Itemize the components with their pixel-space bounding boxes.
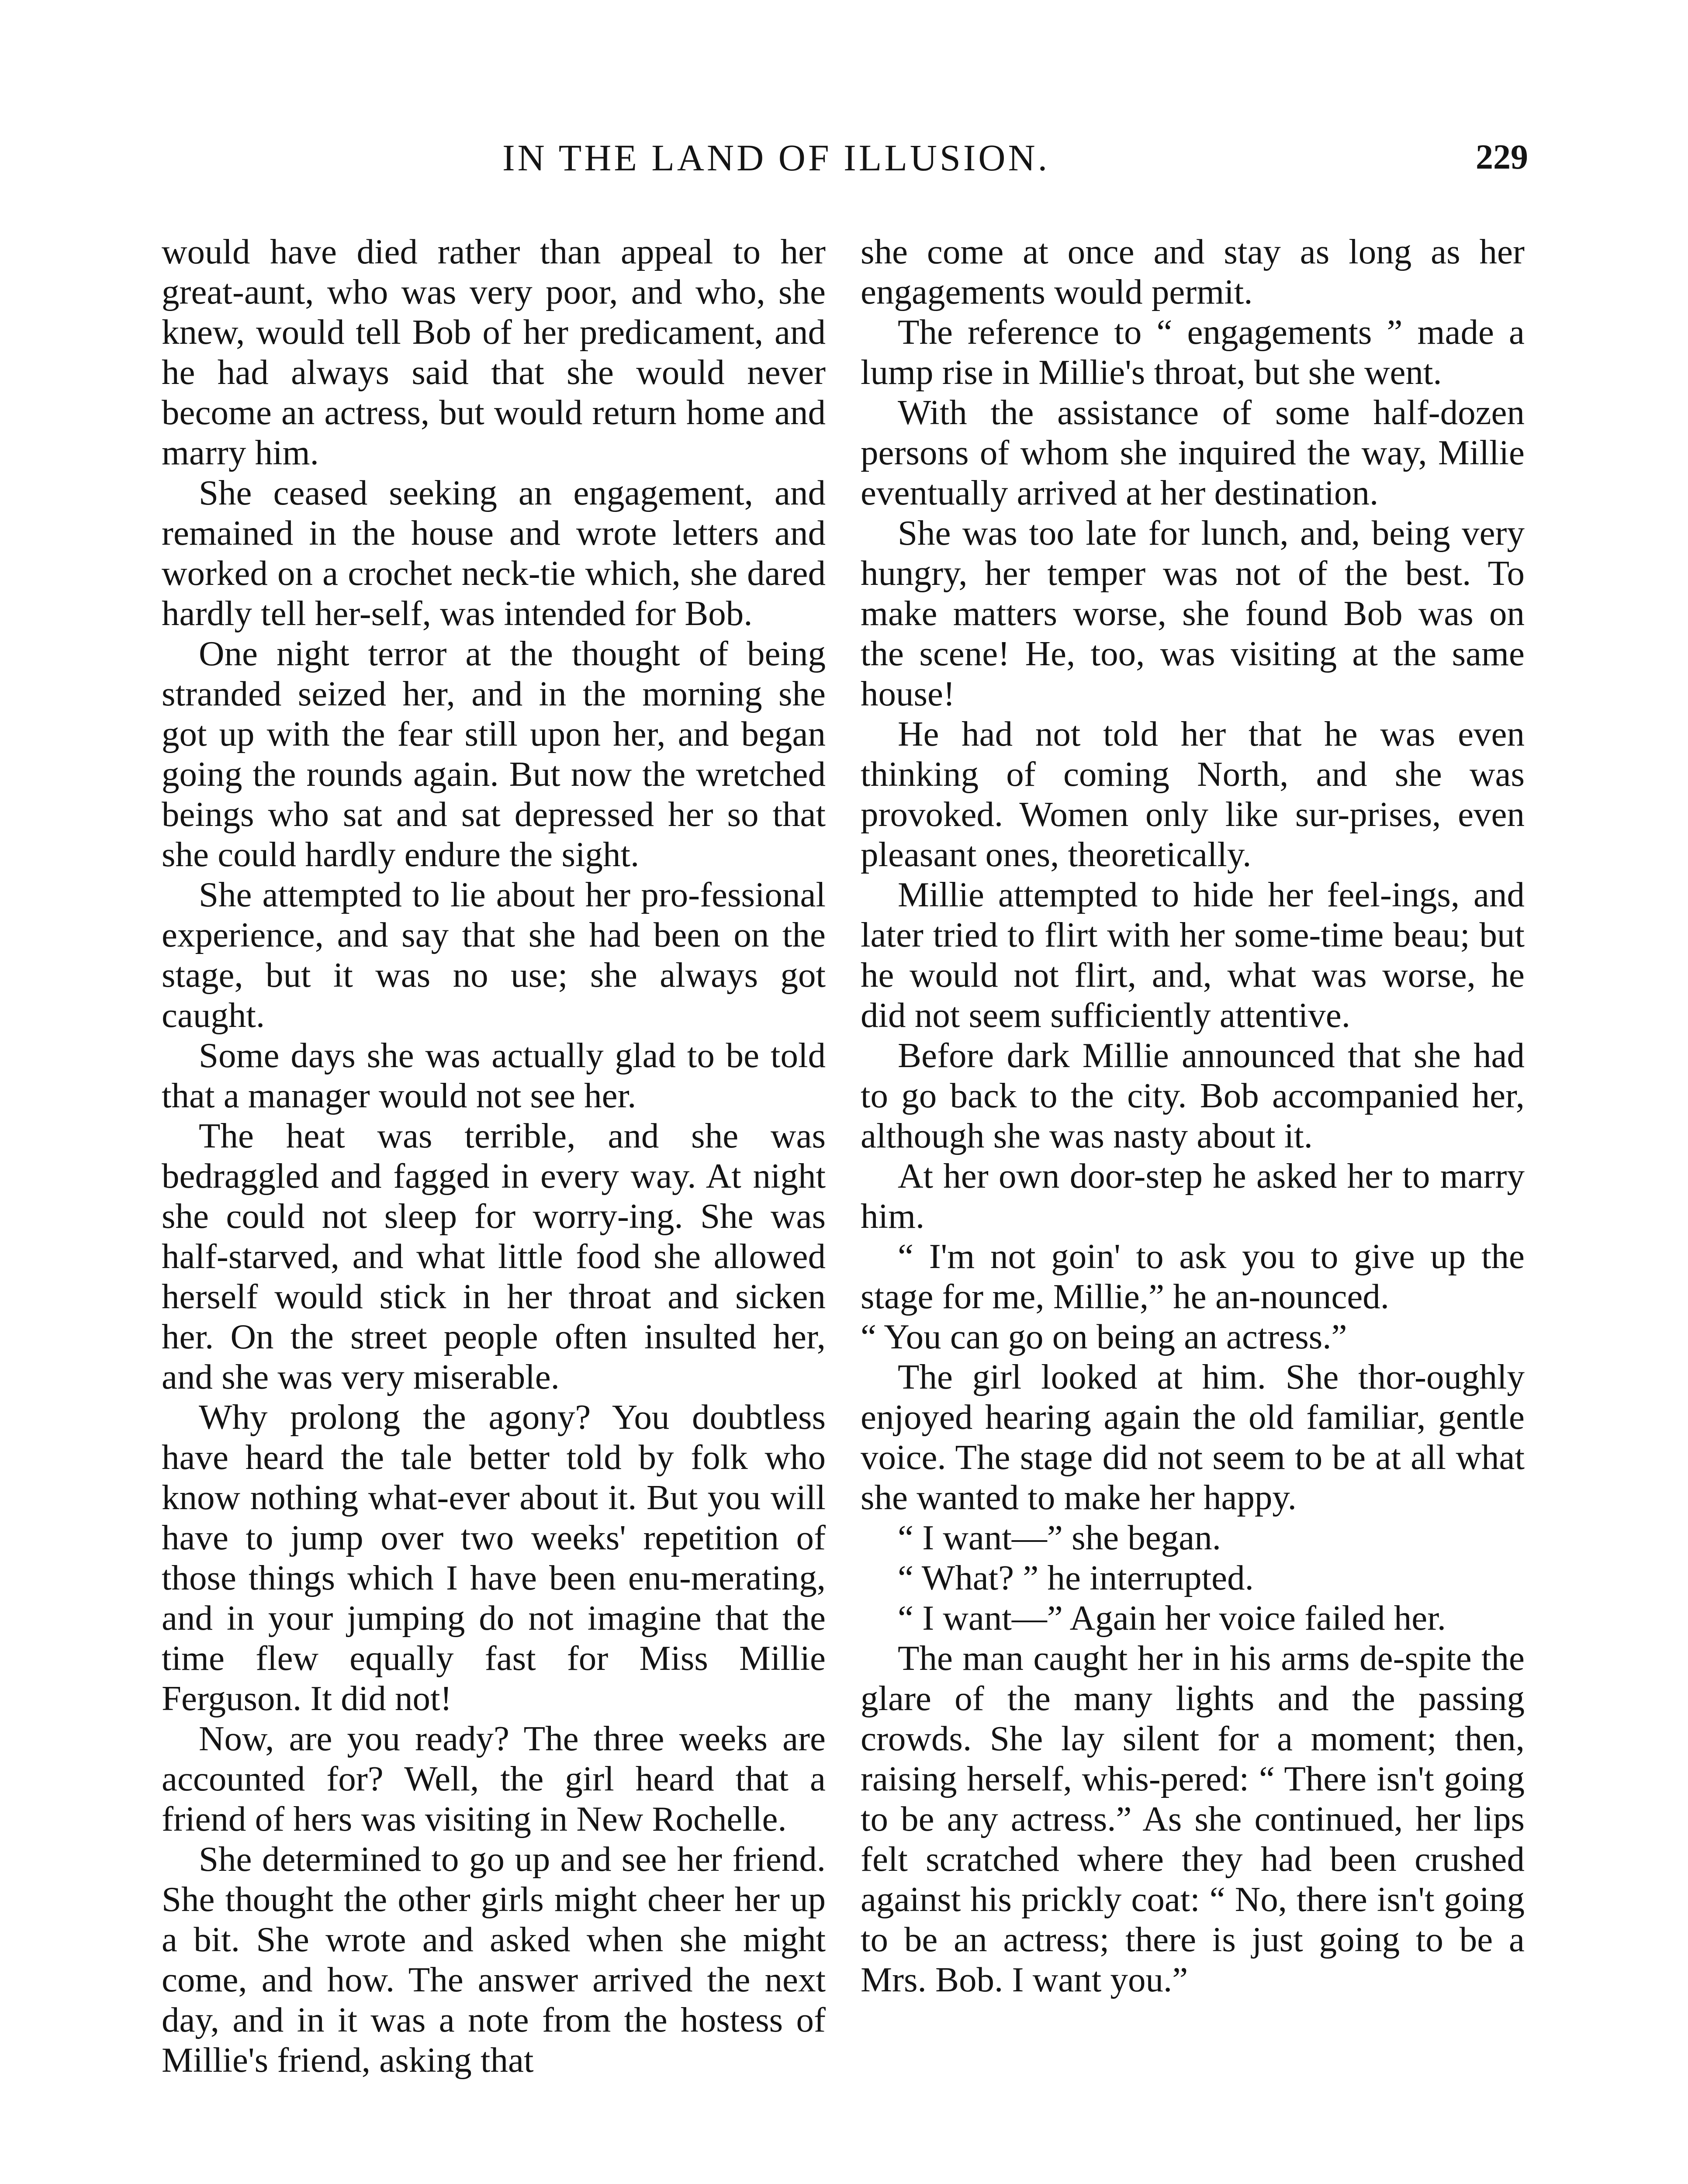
paragraph: Now, are you ready? The three weeks are accounted for? Well, the girl heard that a friend of hers was visiting in New Rochelle. <box>162 1719 826 1838</box>
paragraph: She attempted to lie about her pro-fessional experience, and say that she had been on the stage, but it was no use; she always got caught. <box>162 875 826 1035</box>
paragraph: One night terror at the thought of being stranded seized her, and in the morning she got up with the fear still upon her, and began going the rounds again. But now the wretched beings who sat and sat depressed her so that she could hardly endure the sight. <box>162 634 826 874</box>
paragraph: At her own door-step he asked her to marry him. <box>861 1156 1525 1236</box>
paragraph: “ You can go on being an actress.” <box>861 1317 1347 1356</box>
running-title: IN THE LAND OF ILLUSION. <box>502 137 1050 179</box>
paragraph: would have died rather than appeal to her great-aunt, who was very poor, and who, she knew, would tell Bob of her predicament, and he had always said that she would never become an actress, but would return home and marry him. <box>162 232 826 472</box>
paragraph: She ceased seeking an engagement, and remained in the house and wrote letters and worked on a crochet neck-tie which, she dared hardly tell her-self, was intended for Bob. <box>162 473 826 633</box>
paragraph: she come at once and stay as long as her engagements would permit. <box>861 232 1525 311</box>
paragraph: She determined to go up and see her friend. She thought the other girls might cheer her up a bit. She wrote and asked when she might come, and how. The answer arrived the next day, and in it was a note from the hostess of Millie's friend, asking that <box>162 1839 826 2080</box>
paragraph: The man caught her in his arms de-spite the glare of the many lights and the passing crowds. She lay silent for a moment; then, raising herself, whis-pered: “ There isn't going to be any actress.” As she continued, her lips felt scratched where they had been crushed against his prickly coat: “ No, there isn't going to be an actress; there is just going to be a Mrs. Bob. I want you.” <box>861 1638 1525 1999</box>
paragraph: Some days she was actually glad to be told that a manager would not see her. <box>162 1036 826 1115</box>
paragraph: “ I want—” she began. <box>898 1518 1221 1557</box>
paragraph: The girl looked at him. She thor-oughly enjoyed hearing again the old familiar, gentle voice. The stage did not seem to be at all what she wanted to make her happy. <box>861 1357 1525 1517</box>
paragraph: With the assistance of some half-dozen persons of whom she inquired the way, Millie eventually arrived at her destination. <box>861 393 1525 512</box>
left-text-column <box>162 232 826 2080</box>
paragraph: Before dark Millie announced that she had to go back to the city. Bob accompanied her, although she was nasty about it. <box>861 1036 1525 1155</box>
right-text-column <box>861 232 1525 2000</box>
paragraph: The reference to “ engagements ” made a lump rise in Millie's throat, but she went. <box>861 312 1525 392</box>
paragraph: He had not told her that he was even thinking of coming North, and she was provoked. Women only like sur-prises, even pleasant ones, theoretically. <box>861 714 1525 874</box>
paragraph: The heat was terrible, and she was bedraggled and fagged in every way. At night she could not sleep for worry-ing. She was half-starved, and what little food she allowed herself would stick in her throat and sicken her. On the street people often insulted her, and she was very miserable. <box>162 1116 826 1396</box>
paragraph: “ I'm not goin' to ask you to give up the stage for me, Millie,” he an-nounced. <box>861 1237 1525 1316</box>
paragraph: She was too late for lunch, and, being very hungry, her temper was not of the best. To make matters worse, she found Bob was on the scene! He, too, was visiting at the same house! <box>861 513 1525 713</box>
page-number: 229 <box>1476 138 1528 176</box>
paragraph: Millie attempted to hide her feel-ings, and later tried to flirt with her some-time beau; but he would not flirt, and, what was worse, he did not seem sufficiently attentive. <box>861 875 1525 1035</box>
paragraph: “ I want—” Again her voice failed her. <box>898 1598 1446 1638</box>
paragraph: Why prolong the agony? You doubtless have heard the tale better told by folk who know nothing what-ever about it. But you will have to jump over two weeks' repetition of those things which I have been enu-merating, and in your jumping do not imagine that the time flew equally fast for Miss Millie Ferguson. It did not! <box>162 1397 826 1718</box>
paragraph: “ What? ” he interrupted. <box>898 1558 1254 1597</box>
